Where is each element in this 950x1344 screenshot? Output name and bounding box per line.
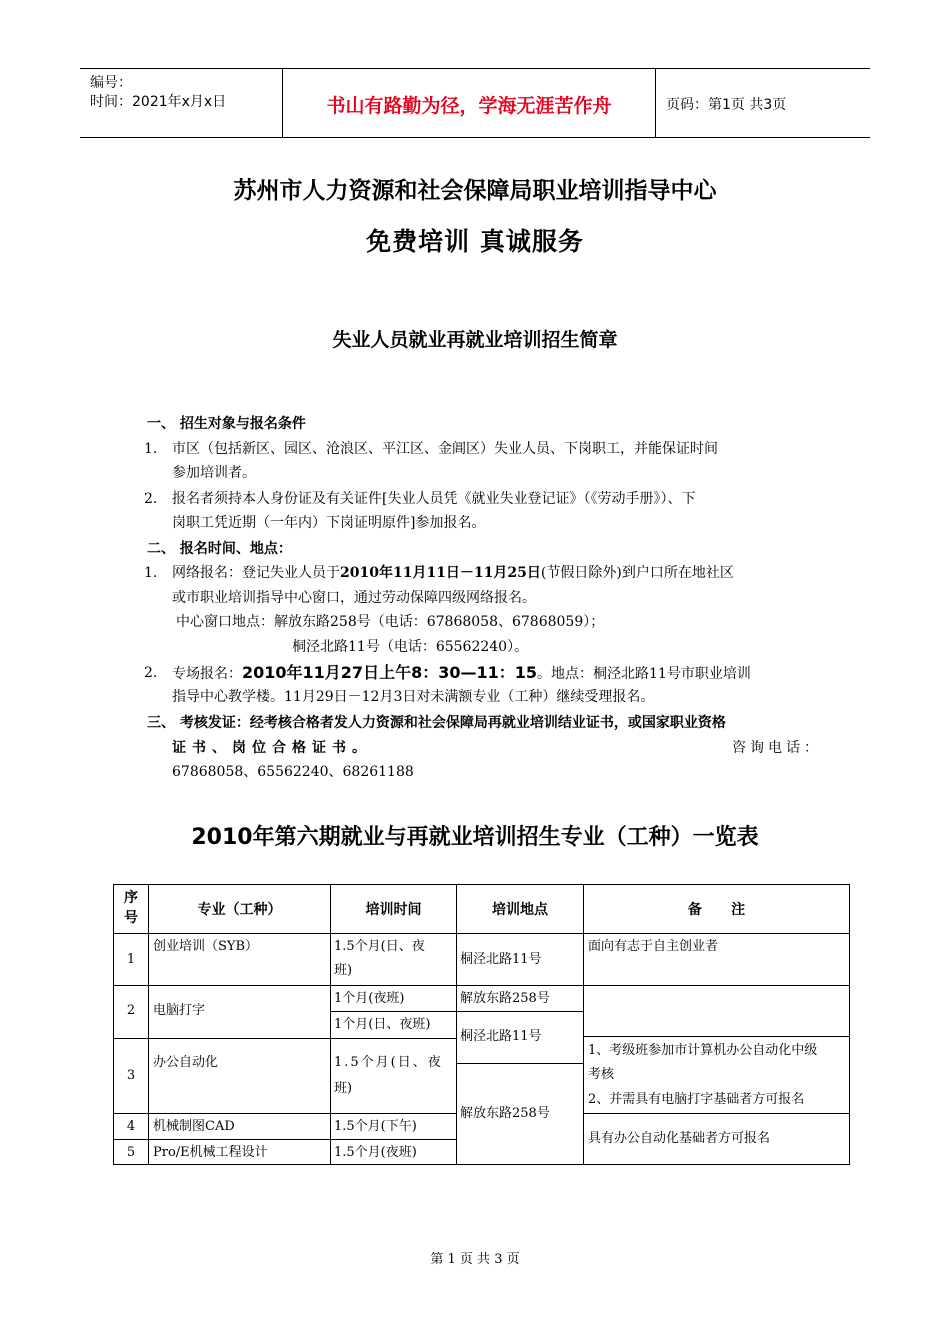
doc-time: 时间：2021年x月x日	[90, 94, 227, 110]
header-motto: 书山有路勤为径，学海无涯苦作舟	[326, 95, 612, 117]
row5-seq: 5	[126, 1145, 136, 1160]
row2-time-a: 1个月(夜班)	[334, 991, 405, 1006]
row5-major: Pro/E机械工程设计	[153, 1145, 268, 1160]
section2-item1-pre: 网络报名：登记失业人员于	[172, 565, 340, 581]
window-address-2: 桐泾北路11号（电话：65562240）。	[292, 639, 529, 655]
th-seq	[114, 888, 148, 928]
brochure-title: 失业人员就业再就业培训招生简章	[332, 329, 618, 351]
th-time: 培训时间	[365, 902, 422, 918]
row5-time: 1.5个月(夜班)	[334, 1145, 417, 1160]
row4-major: 机械制图CAD	[153, 1119, 235, 1134]
row4-remark-shared: 具有办公自动化基础者方可报名	[588, 1131, 771, 1146]
slogan: 免费培训 真诚服务	[366, 227, 584, 256]
row3-remark-l3: 2、并需具有电脑打字基础者方可报名	[588, 1092, 805, 1107]
th-seq-1: 序	[124, 890, 138, 906]
row2-time-b: 1个月(日、夜班)	[334, 1017, 431, 1032]
section1-heading: 一、 招生对象与报名条件	[147, 416, 306, 432]
row2-seq: 2	[126, 1003, 136, 1018]
section1-item1-num: 1.	[144, 441, 158, 457]
consult-numbers: 67868058、65562240、68261188	[172, 764, 414, 780]
section1-item2-line2: 岗职工凭近期（一年内）下岗证明原件]参加报名。	[172, 515, 486, 531]
section1-item1-line2: 参加培训者。	[172, 465, 256, 481]
org-title: 苏州市人力资源和社会保障局职业培训指导中心	[233, 177, 717, 204]
th-place: 培训地点	[492, 902, 548, 918]
doc-number: 编号：	[90, 75, 132, 91]
row4-place-shared: 解放东路258号	[460, 1106, 550, 1121]
section2-item2-num: 2.	[144, 665, 158, 681]
row1-time-l2: 班)	[334, 963, 353, 978]
section2-item2-date: 2010年11月27日上午8：30—11：15	[242, 663, 537, 682]
row3-remark-l1: 1、考级班参加市计算机办公自动化中级	[588, 1043, 818, 1058]
section2-item1-line2: 或市职业培训指导中心窗口，通过劳动保障四级网络报名。	[172, 590, 536, 606]
row3-place-shared: 桐泾北路11号	[460, 1029, 542, 1044]
row2-major: 电脑打字	[153, 1003, 206, 1018]
row4-time: 1.5个月(下午)	[334, 1119, 417, 1134]
row1-time-l1: 1.5个月(日、夜	[334, 939, 425, 954]
section3-line1: 三、 考核发证：经考核合格者发人力资源和社会保障局再就业培训结业证书，或国家职业资格	[147, 715, 726, 731]
section2-item2-post: 。地点：桐泾北路11号市职业培训	[537, 666, 751, 682]
section2-item2-line2: 指导中心教学楼。11月29日－12月3日对未满额专业（工种）继续受理报名。	[172, 689, 655, 705]
section2-heading: 二、 报名时间、地点：	[147, 541, 292, 557]
row3-seq: 3	[126, 1068, 136, 1083]
section1-item2-line1: 报名者须持本人身份证及有关证件[失业人员凭《就业失业登记证》（《劳动手册》）、下	[172, 491, 696, 507]
row3-remark-l2: 考核	[588, 1067, 615, 1082]
row2-place-a: 解放东路258号	[460, 991, 550, 1006]
section1-item2-num: 2.	[144, 491, 158, 507]
page-indicator: 页码：第1页 共3页	[666, 97, 787, 113]
row1-place: 桐泾北路11号	[460, 952, 542, 967]
th-remark: 备 注	[687, 902, 746, 918]
section2-item1-date: 2010年11月11日－11月25日	[340, 565, 541, 581]
section2-item1-num: 1.	[144, 565, 158, 581]
row3-time-l1: 1.5个月(日、夜	[334, 1055, 443, 1070]
window-address-1: 中心窗口地点：解放东路258号（电话：67868058、67868059）；	[176, 614, 605, 630]
section2-item1-post: (节假日除外)到户口所在地社区	[540, 565, 734, 581]
th-major: 专业（工种）	[197, 902, 282, 918]
row1-remark: 面向有志于自主创业者	[588, 939, 719, 954]
row1-seq: 1	[126, 952, 136, 967]
table-title: 2010年第六期就业与再就业培训招生专业（工种）一览表	[191, 825, 759, 850]
th-seq-2: 号	[124, 910, 138, 926]
page-footer: 第 1 页 共 3 页	[430, 1252, 520, 1267]
section1-item1-line1: 市区（包括新区、园区、沧浪区、平江区、金阊区）失业人员、下岗职工，并能保证时间	[172, 441, 718, 457]
section3-line2: 证书、岗位合格证书。	[172, 740, 372, 756]
consult-label: 咨询电话：	[732, 740, 822, 756]
section2-item2-pre: 专场报名：	[172, 666, 242, 682]
row3-major: 办公自动化	[153, 1055, 219, 1070]
row3-time-l2: 班)	[334, 1081, 353, 1096]
row4-seq: 4	[126, 1119, 136, 1134]
row1-major: 创业培训（SYB）	[153, 939, 259, 954]
